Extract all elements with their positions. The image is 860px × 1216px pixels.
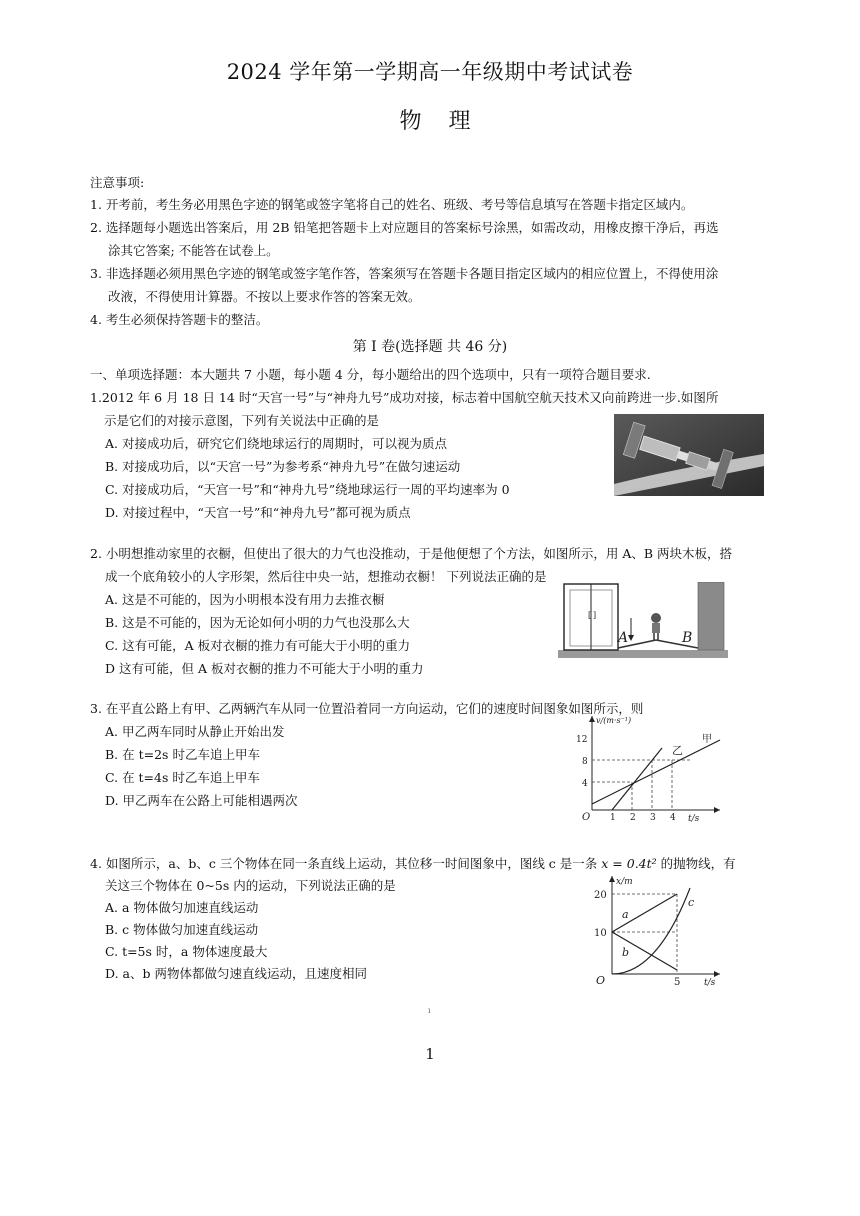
note-item: 2. 选择题每小题选出答案后，用 2B 铅笔把答题卡上对应题目的答案标号涂黑，如需改动，用橡皮擦干净后，再选 <box>90 220 719 235</box>
note-item: 1. 开考前，考生务必用黑色字迹的钢笔或签字笔将自己的姓名、班级、考号等信息填写在答题卡指定区域内。 <box>90 197 694 212</box>
q4-ylabel: x/m <box>616 877 633 887</box>
q3-stem: 3. 在平直公路上有甲、乙两辆汽车从同一位置沿着同一方向运动，它们的速度时间图象如图所示，则 <box>90 701 644 716</box>
q1-stem: 1.2012 年 6 月 18 日 14 时“天宫一号”与“神舟九号”成功对接，标志着中国航空航天技术又向前跨进一步.如图所 <box>90 390 719 405</box>
q4-option-d: D. a、b 两物体都做匀速直线运动，且速度相同 <box>105 966 367 981</box>
q3-xlabel: t/s <box>688 814 700 822</box>
q3-ytick: 4 <box>582 779 588 789</box>
q3-series-jia: 甲 <box>702 734 712 745</box>
q3-option-d: D. 甲乙两车在公路上可能相遇两次 <box>105 793 298 808</box>
note-item-cont: 改液，不得使用计算器。不按以上要求作答的答案无效。 <box>108 289 421 304</box>
exam-title: 2024 学年第一学期高一年级期中考试试卷 <box>226 60 634 84</box>
q4-option-b: B. c 物体做匀加速直线运动 <box>105 922 259 937</box>
q2-stem-cont: 成一个底角较小的人字形架，然后往中央一站，想推动衣橱！ 下列说法正确的是 <box>105 569 547 584</box>
note-item: 4. 考生必须保持答题卡的整洁。 <box>90 312 269 327</box>
q3-option-c: C. 在 t=4s 时乙车追上甲车 <box>105 770 260 785</box>
q3-option-a: A. 甲乙两车同时从静止开始出发 <box>105 724 285 739</box>
q3-ytick: 8 <box>582 757 588 767</box>
subject-title: 物 理 <box>399 109 481 134</box>
q1-option-c: C. 对接成功后，“天宫一号”和“神舟九号”绕地球运行一周的平均速率为 0 <box>105 482 510 497</box>
q2-option-b: B. 这是不可能的，因为无论如何小明的力气也没那么大 <box>105 615 410 630</box>
q3-option-b: B. 在 t=2s 时乙车追上甲车 <box>105 747 260 762</box>
q2-wardrobe-figure <box>558 582 728 658</box>
footer-mark: ı <box>428 1006 431 1015</box>
section-title: 第 I 卷(选择题 共 46 分) <box>352 339 508 355</box>
q4-stem-b: 的抛物线，有 <box>656 856 736 871</box>
q4-stem-cont: 关这三个物体在 0~5s 内的运动，下列说法正确的是 <box>105 878 396 893</box>
q2-stem: 2. 小明想推动家里的衣橱，但使出了很大的力气也没推动，于是他便想了个方法，如图所示，用 A、B 两块木板，搭 <box>90 546 733 561</box>
q3-origin: O <box>582 812 591 822</box>
notes-heading: 注意事项: <box>90 175 145 190</box>
note-item-cont: 涂其它答案; 不能答在试卷上。 <box>108 243 279 258</box>
q4-ytick: 20 <box>594 890 607 901</box>
q4-xtick: 5 <box>674 977 681 988</box>
q3-xtick: 4 <box>670 813 676 822</box>
board-b-label: B <box>682 630 693 646</box>
board-a-label: A <box>618 630 629 646</box>
q4-series-c: c <box>688 896 695 909</box>
note-item: 3. 非选择题必须用黑色字迹的钢笔或签字笔作答，答案须写在答题卡各题目指定区域内的相应位置上，不得使用涂 <box>90 266 719 281</box>
q2-option-c: C. 这有可能，A 板对衣橱的推力有可能大于小明的重力 <box>105 638 411 653</box>
q4-stem-a: 4. 如图所示，a、b、c 三个物体在同一条直线上运动，其位移一时间图象中，图线 c 是一条 <box>90 856 602 871</box>
q1-option-a: A. 对接成功后，研究它们绕地球运行的周期时，可以视为质点 <box>105 436 447 451</box>
q3-ytick: 12 <box>576 735 588 745</box>
q4-xt-graph <box>582 872 732 988</box>
q3-xtick: 1 <box>610 813 616 822</box>
q4-option-a: A. a 物体做匀加速直线运动 <box>105 900 259 915</box>
q4-origin: O <box>596 974 606 987</box>
q1-option-b: B. 对接成功后，以“天宫一号”为参考系“神舟九号”在做匀速运动 <box>105 459 461 474</box>
q1-docking-photo <box>614 414 764 496</box>
q4-stem <box>90 855 736 873</box>
q3-series-yi: 乙 <box>672 744 683 757</box>
q3-vt-graph <box>570 710 730 822</box>
q1-stem-cont: 示是它们的对接示意图，下列有关说法中正确的是 <box>104 413 380 428</box>
q3-xtick: 3 <box>650 813 656 822</box>
q4-option-c: C. t=5s 时，a 物体速度最大 <box>105 944 268 959</box>
q3-xtick: 2 <box>630 813 636 822</box>
page-number: 1 <box>425 1045 435 1063</box>
q4-formula: x = 0.4t² <box>601 856 657 871</box>
q2-option-a: A. 这是不可能的，因为小明根本没有用力去推衣橱 <box>105 592 385 607</box>
section-instructions: 一、单项选择题：本大题共 7 小题，每小题 4 分，每小题给出的四个选项中，只有一项符合题目要求. <box>90 367 651 382</box>
q3-ylabel: v/(m·s⁻¹) <box>596 716 632 725</box>
q4-series-b: b <box>622 946 630 959</box>
q4-series-a: a <box>622 908 629 921</box>
svg-text:[: [ <box>588 611 592 620</box>
q1-option-d: D. 对接过程中，“天宫一号”和“神舟九号”都可视为质点 <box>105 505 411 520</box>
q4-xlabel: t/s <box>704 978 716 988</box>
q2-option-d: D 这有可能，但 A 板对衣橱的推力不可能大于小明的重力 <box>105 661 424 676</box>
q4-ytick: 10 <box>594 928 607 939</box>
svg-text:]: ] <box>593 611 597 620</box>
